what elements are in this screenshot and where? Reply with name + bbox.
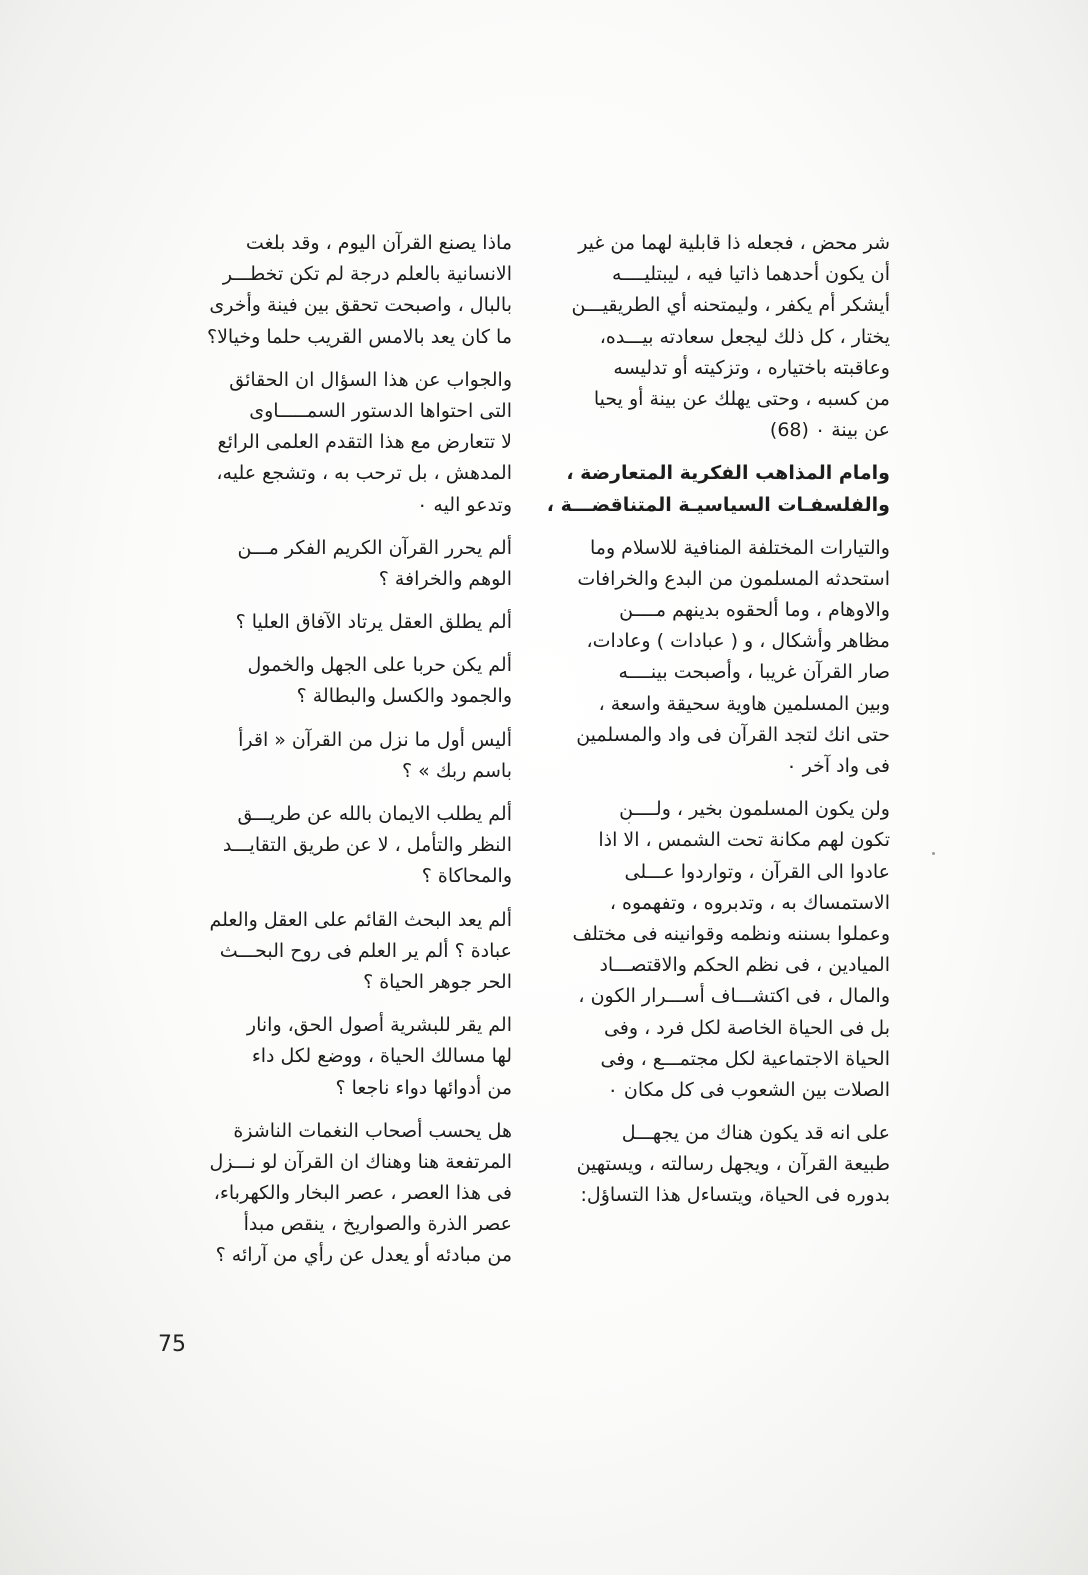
left-column-paragraph [160, 725, 512, 787]
text-line: والفلسفـات السياسيـة المتناقضـــة ، [546, 493, 890, 516]
text-line: وعاقبته باختياره ، وتزكيته أو تدليسه [613, 356, 890, 379]
text-line: والاوهام ، وما ألحقوه بدينهم مــــن [619, 599, 890, 622]
text-line: لها مسالك الحياة ، ووضع لكل داء [251, 1045, 512, 1068]
text-line: عن بينة ٠ (68) [769, 419, 890, 442]
text-line: الاستمساك به ، وتدبروه ، وتفهموه ، [609, 891, 890, 914]
left-column-paragraph [160, 228, 512, 353]
text-line: ألم يكن حربا على الجهل والخمول [247, 654, 512, 677]
text-line: من مبادئه أو يعدل عن رأي من آرائه ؟ [215, 1244, 512, 1267]
text-line: عادوا الى القرآن ، وتواردوا عـــلى [624, 860, 890, 883]
text-line: وبين المسلمين هاوية سحيقة واسعة ، [598, 692, 890, 715]
text-line: وتدعو اليه ٠ [417, 493, 512, 516]
text-line: وامام المذاهب الفكرية المتعارضة ، [566, 462, 890, 485]
text-line: ألم يطلب الايمان بالله عن طريـــق [237, 803, 512, 825]
right-column-paragraph [520, 458, 890, 520]
text-line: فى واد آخر ٠ [786, 755, 890, 777]
text-line: وعملوا بسننه ونظمه وقوانينه فى مختلف [572, 922, 890, 945]
text-line: أيشكر أم يكفر ، وليمتحنه أي الطريقيـــن [571, 294, 890, 317]
text-line: مظاهر وأشكال ، و ( عبادات ) وعادات، [586, 630, 890, 653]
text-line: شر محض ، فجعله ذا قابلية لهما من غير [578, 232, 890, 254]
right-column-paragraph [520, 794, 890, 1106]
text-line: الم يقر للبشرية أصول الحق، وانار [246, 1014, 512, 1037]
text-line: الانسانية بالعلم درجة لم تكن تخطـــر [222, 263, 512, 286]
text-line: هل يحسب أصحاب النغمات الناشزة [233, 1119, 512, 1142]
text-line: ما كان يعد بالامس القريب حلما وخيالا؟ [206, 325, 512, 348]
left-text-column [160, 228, 512, 1284]
text-line: ماذا يصنع القرآن اليوم ، وقد بلغت [245, 232, 512, 254]
text-line: بالبال ، واصبحت تحقق بين فينة وأخرى [209, 294, 512, 317]
text-line: ألم يطلق العقل يرتاد الآفاق العليا ؟ [235, 611, 512, 634]
text-line: المدهش ، بل ترحب به ، وتشجع عليه، [216, 462, 512, 485]
text-line: عصر الذرة والصواريخ ، ينقص مبدأ [243, 1213, 512, 1236]
text-line: ألم يعد البحث القائم على العقل والعلم [209, 908, 512, 931]
text-line: الحر جوهر الحياة ؟ [363, 970, 512, 993]
text-line: من كسبه ، وحتى يهلك عن بينة أو يحيا [593, 387, 890, 410]
text-line: استحدثه المسلمون من البدع والخرافات [577, 567, 890, 590]
text-line: حتى انك لتجد القرآن فى واد والمسلمين [576, 723, 890, 746]
text-line: الوهم والخرافة ؟ [378, 567, 512, 590]
left-column-paragraph [160, 365, 512, 521]
left-column-paragraph [160, 1010, 512, 1104]
left-column-paragraph [160, 1116, 512, 1272]
text-line: من أدوائها دواء ناجعا ؟ [335, 1076, 512, 1099]
text-line: باسم ربك » ؟ [402, 759, 512, 782]
text-line: والمحاكاة ؟ [421, 865, 512, 888]
right-column-paragraph [520, 533, 890, 783]
text-line: على انه قد يكون هناك من يجهـــل [621, 1122, 890, 1145]
text-line: والجواب عن هذا السؤال ان الحقائق [229, 368, 512, 391]
text-line: الصلات بين الشعوب فى كل مكان ٠ [607, 1078, 890, 1101]
right-column-paragraph [520, 1118, 890, 1212]
text-line: طبيعة القرآن ، ويجهل رسالته ، ويستهين [576, 1153, 890, 1176]
text-line: عبادة ؟ ألم ير العلم فى روح البحـــث [219, 939, 512, 962]
page-number: 75 [158, 1332, 186, 1357]
right-text-column [520, 228, 890, 1224]
left-column-paragraph [160, 799, 512, 893]
scan-speck [932, 852, 935, 855]
text-line: لا تتعارض مع هذا التقدم العلمى الرائع [217, 431, 512, 454]
text-line: صار القرآن غريبا ، وأصبحت بينــــه [618, 661, 890, 684]
scan-speck [628, 822, 630, 824]
text-line: بل فى الحياة الخاصة لكل فرد ، وفى [603, 1016, 890, 1039]
text-line: والمال ، فى اكتشـــاف أســـرار الكون ، [578, 985, 890, 1008]
text-line: بدوره فى الحياة، ويتساءل هذا التساؤل: [580, 1184, 890, 1207]
text-line: يختار ، كل ذلك ليجعل سعادته بيـــده، [599, 325, 890, 348]
left-column-paragraph [160, 905, 512, 999]
left-column-paragraph [160, 650, 512, 712]
text-line: التى احتواها الدستور السمـــــاوى [249, 399, 512, 422]
text-line: ولن يكون المسلمون بخير ، ولــــن [619, 798, 890, 821]
text-line: فى هذا العصر ، عصر البخار والكهرباء، [213, 1182, 512, 1205]
left-column-paragraph [160, 533, 512, 595]
text-line: والجمود والكسل والبطالة ؟ [296, 685, 512, 708]
text-line: أن يكون أحدهما ذاتيا فيه ، ليبتليــــه [612, 263, 890, 286]
text-line: تكون لهم مكانة تحت الشمس ، الا اذا [598, 829, 890, 852]
text-line: الحياة الاجتماعية لكل مجتمـــع ، وفى [600, 1047, 890, 1070]
text-line: الميادين ، فى نظم الحكم والاقتصـــاد [599, 954, 890, 977]
text-line: ألم يحرر القرآن الكريم الفكر مـــن [237, 536, 512, 559]
left-column-paragraph [160, 607, 512, 638]
text-line: النظر والتأمل ، لا عن طريق التقايـــد [222, 834, 512, 857]
right-column-paragraph [520, 228, 890, 446]
text-line: أليس أول ما نزل من القرآن « اقرأ [238, 728, 512, 751]
text-line: والتيارات المختلفة المنافية للاسلام وما [589, 536, 890, 559]
text-line: المرتفعة هنا وهناك ان القرآن لو نـــزل [209, 1150, 512, 1173]
